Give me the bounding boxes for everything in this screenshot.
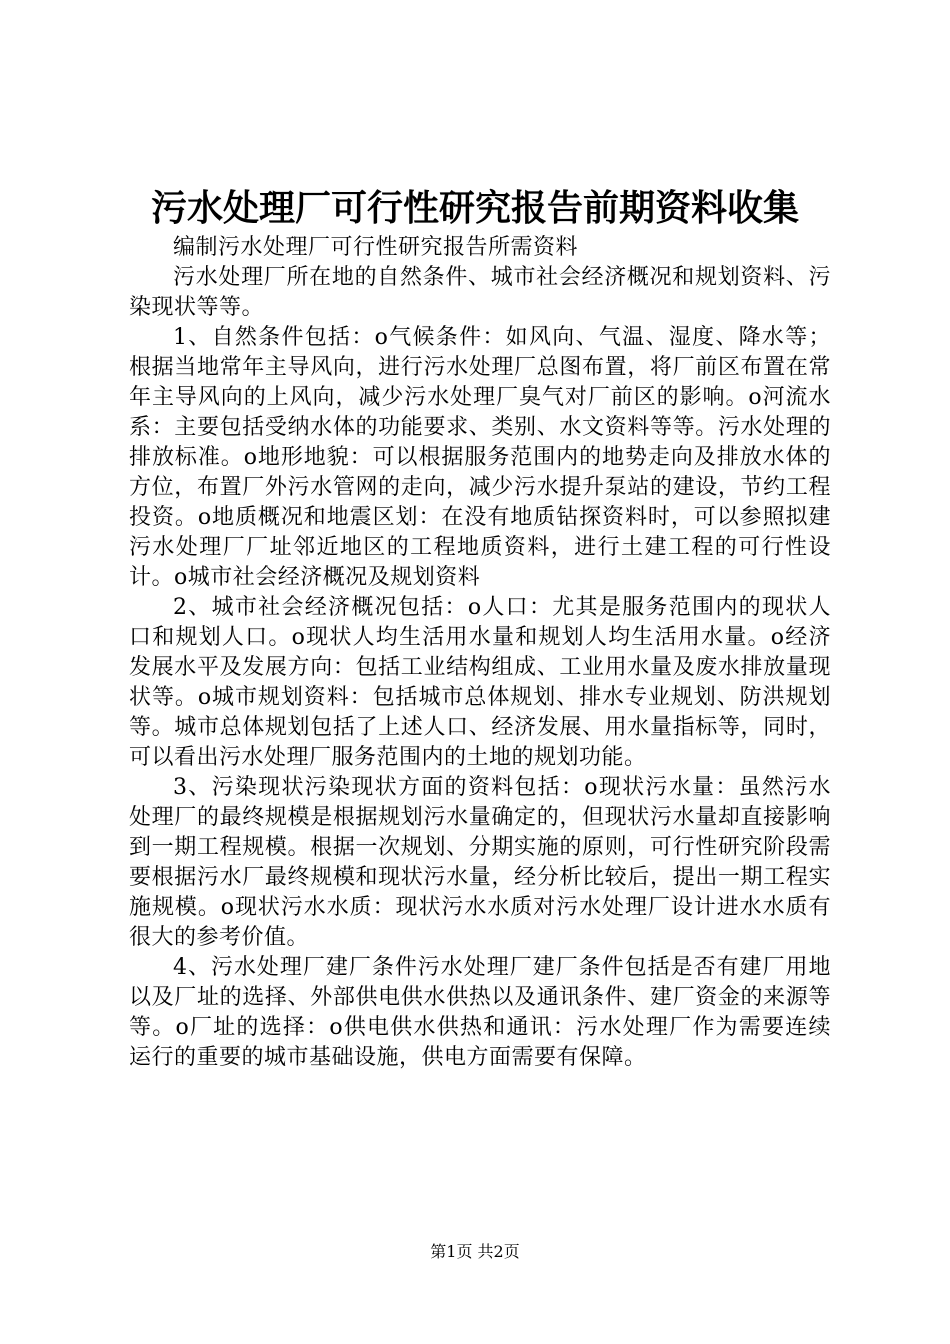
paragraph-heading: 编制污水处理厂可行性研究报告所需资料 [173, 235, 579, 260]
document-title: 污水处理厂可行性研究报告前期资料收集 [150, 187, 799, 229]
paragraph-intro: 污水处理厂所在地的自然条件、城市社会经济概况和规划资料、污染现状等等。 [129, 265, 831, 320]
paragraph-natural-conditions: 1、自然条件包括：o气候条件：如风向、气温、湿度、降水等；根据当地常年主导风向，进行污水处理厂总图布置，将厂前区布置在常年主导风向的上风向，减少污水处理厂臭气对厂前区的影响。o河流水系：主要包括受纳水体的功能要求、类别、水文资料等等。污水处理的排放标准。o地形地貌：可以根据服务范围内的地势走向及排放水体的方位，布置厂外污水管网的走向，减少污水提升泵站的建设，节约工程投资。o地质概况和地震区划：在没有地质钻探资料时，可以参照拟建污水处理厂厂址邻近地区的工程地质资料，进行土建工程的可行性设计。o城市社会经济概况及规划资料 [129, 325, 831, 590]
paragraph-social-economic: 2、城市社会经济概况包括：o人口：尤其是服务范围内的现状人口和规划人口。o现状人均生活用水量和规划人均生活用水量。o经济发展水平及发展方向：包括工业结构组成、工业用水量及废水排放量现状等。o城市规划资料：包括城市总体规划、排水专业规划、防洪规划等。城市总体规划包括了上述人口、经济发展、用水量指标等，同时，可以看出污水处理厂服务范围内的土地的规划功能。 [129, 595, 831, 770]
document-body [129, 233, 831, 1073]
paragraph-site-conditions: 4、污水处理厂建厂条件污水处理厂建厂条件包括是否有建厂用地以及厂址的选择、外部供电供水供热以及通讯条件、建厂资金的来源等等。o厂址的选择：o供电供水供热和通讯：污水处理厂作为需要连续运行的重要的城市基础设施，供电方面需要有保障。 [129, 955, 831, 1070]
page-number-footer: 第1页 共2页 [430, 1242, 520, 1261]
paragraph-pollution-status: 3、污染现状污染现状方面的资料包括：o现状污水量：虽然污水处理厂的最终规模是根据规划污水量确定的，但现状污水量却直接影响到一期工程规模。根据一次规划、分期实施的原则，可行性研究阶段需要根据污水厂最终规模和现状污水量，经分析比较后，提出一期工程实施规模。o现状污水水质：现状污水水质对污水处理厂设计进水水质有很大的参考价值。 [129, 775, 831, 950]
